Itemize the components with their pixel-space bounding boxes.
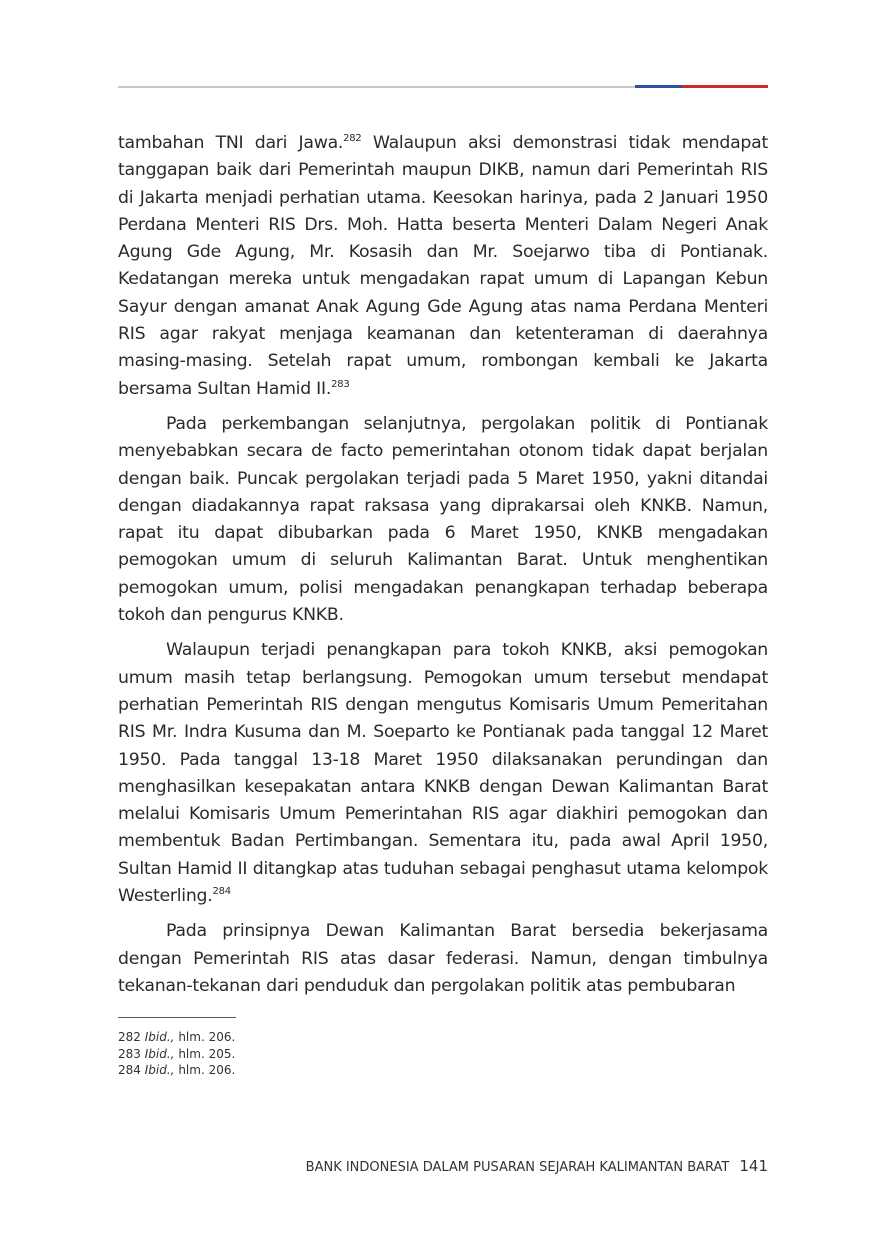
footnote-detail: hlm. 206. bbox=[178, 1030, 236, 1044]
footnote-rule bbox=[118, 1017, 236, 1018]
footnote-detail: hlm. 205. bbox=[178, 1046, 236, 1061]
footnote-283 bbox=[118, 1046, 518, 1063]
header-rule-gray bbox=[118, 86, 635, 88]
running-title: BANK INDONESIA DALAM PUSARAN SEJARAH KALIMANTAN BARAT bbox=[305, 1160, 730, 1175]
paragraph-4-text: Pada prinsipnya Dewan Kalimantan Barat bersedia bekerjasama dengan Pemerintah RIS atas dasar federasi. Namun, dengan timbulnya tekanan-tekanan dari penduduk dan pergolakan politik atas pembubaran bbox=[118, 921, 768, 996]
footnote-detail: hlm. 206. bbox=[178, 1063, 236, 1077]
footnote-ref-282[interactable]: 282 bbox=[343, 133, 362, 145]
footnote-number: 283 bbox=[118, 1046, 141, 1061]
footnote-ref-283[interactable]: 283 bbox=[331, 378, 350, 390]
header-rule-red bbox=[682, 85, 768, 88]
page-number: 141 bbox=[739, 1157, 768, 1175]
footnote-number: 284 bbox=[118, 1063, 141, 1077]
footnote-source: Ibid., bbox=[144, 1030, 175, 1044]
paragraph-2 bbox=[118, 411, 768, 629]
header-rule bbox=[118, 85, 768, 88]
paragraph-1-text-2: Walaupun aksi demonstrasi tidak mendapat tanggapan baik dari Pemerintah maupun DIKB, namun dari Pemerintah RIS di Jakarta menjadi perhatian utama. Keesokan harinya, pada 2 Januari 1950 Perdana Menteri RIS Drs. Moh. Hatta beserta Menteri Dalam Negeri Anak Agung Gde Agung, Mr. Kosasih dan Mr. Soejarwo tiba di Pontianak. Kedatangan mereka untuk mengadakan rapat umum di Lapangan Kebun Sayur dengan amanat Anak Agung Gde Agung atas nama Perdana Menteri RIS agar rakyat menjaga keamanan dan ketenteraman di daerahnya masing-masing. Setelah rapat umum, rombongan kembali ke Jakarta bersama Sultan Hamid II. bbox=[118, 133, 769, 399]
paragraph-1-text-1: tambahan TNI dari Jawa. bbox=[118, 133, 344, 153]
paragraph-1 bbox=[118, 130, 768, 403]
paragraph-4 bbox=[118, 918, 768, 1000]
footnote-source: Ibid., bbox=[144, 1063, 175, 1077]
footnote-282 bbox=[118, 1029, 518, 1046]
paragraph-2-text: Pada perkembangan selanjutnya, pergolakan politik di Pontianak menyebabkan secara de facto pemerintahan otonom tidak dapat berjalan dengan baik. Puncak pergolakan terjadi pada 5 Maret 1950, yakni ditandai dengan diadakannya rapat raksasa yang diprakarsai oleh KNKB. Namun, rapat itu dapat dibubarkan pada 6 Maret 1950, KNKB mengadakan pemogokan umum di seluruh Kalimantan Barat. Untuk menghentikan pemogokan umum, polisi mengadakan penangkapan terhadap beberapa tokoh dan pengurus KNKB. bbox=[118, 413, 768, 626]
paragraph-3 bbox=[118, 637, 768, 910]
footnote-source: Ibid., bbox=[144, 1046, 175, 1061]
page-footer bbox=[306, 1157, 768, 1175]
header-rule-blue bbox=[635, 85, 682, 88]
footnote-number: 282 bbox=[118, 1030, 141, 1044]
paragraph-3-text: Walaupun terjadi penangkapan para tokoh KNKB, aksi pemogokan umum masih tetap berlangsung. Pemogokan umum tersebut mendapat perhatian Pemerintah RIS dengan mengutus Komisaris Umum Pemeritahan RIS Mr. Indra Kusuma dan M. Soeparto ke Pontianak pada tanggal 12 Maret 1950. Pada tanggal 13-18 Maret 1950 dilaksanakan perundingan dan menghasilkan kesepakatan antara KNKB dengan Dewan Kalimantan Barat melalui Komisaris Umum Pemerintahan RIS agar diakhiri pemogokan dan membentuk Badan Pertimbangan. Sementara itu, pada awal April 1950, Sultan Hamid II ditangkap atas tuduhan sebagai penghasut utama kelompok Westerling. bbox=[118, 640, 768, 907]
footnote-ref-284[interactable]: 284 bbox=[212, 886, 231, 898]
footnote-284 bbox=[118, 1062, 518, 1079]
body-text bbox=[118, 130, 768, 1000]
footnotes bbox=[118, 1029, 518, 1079]
